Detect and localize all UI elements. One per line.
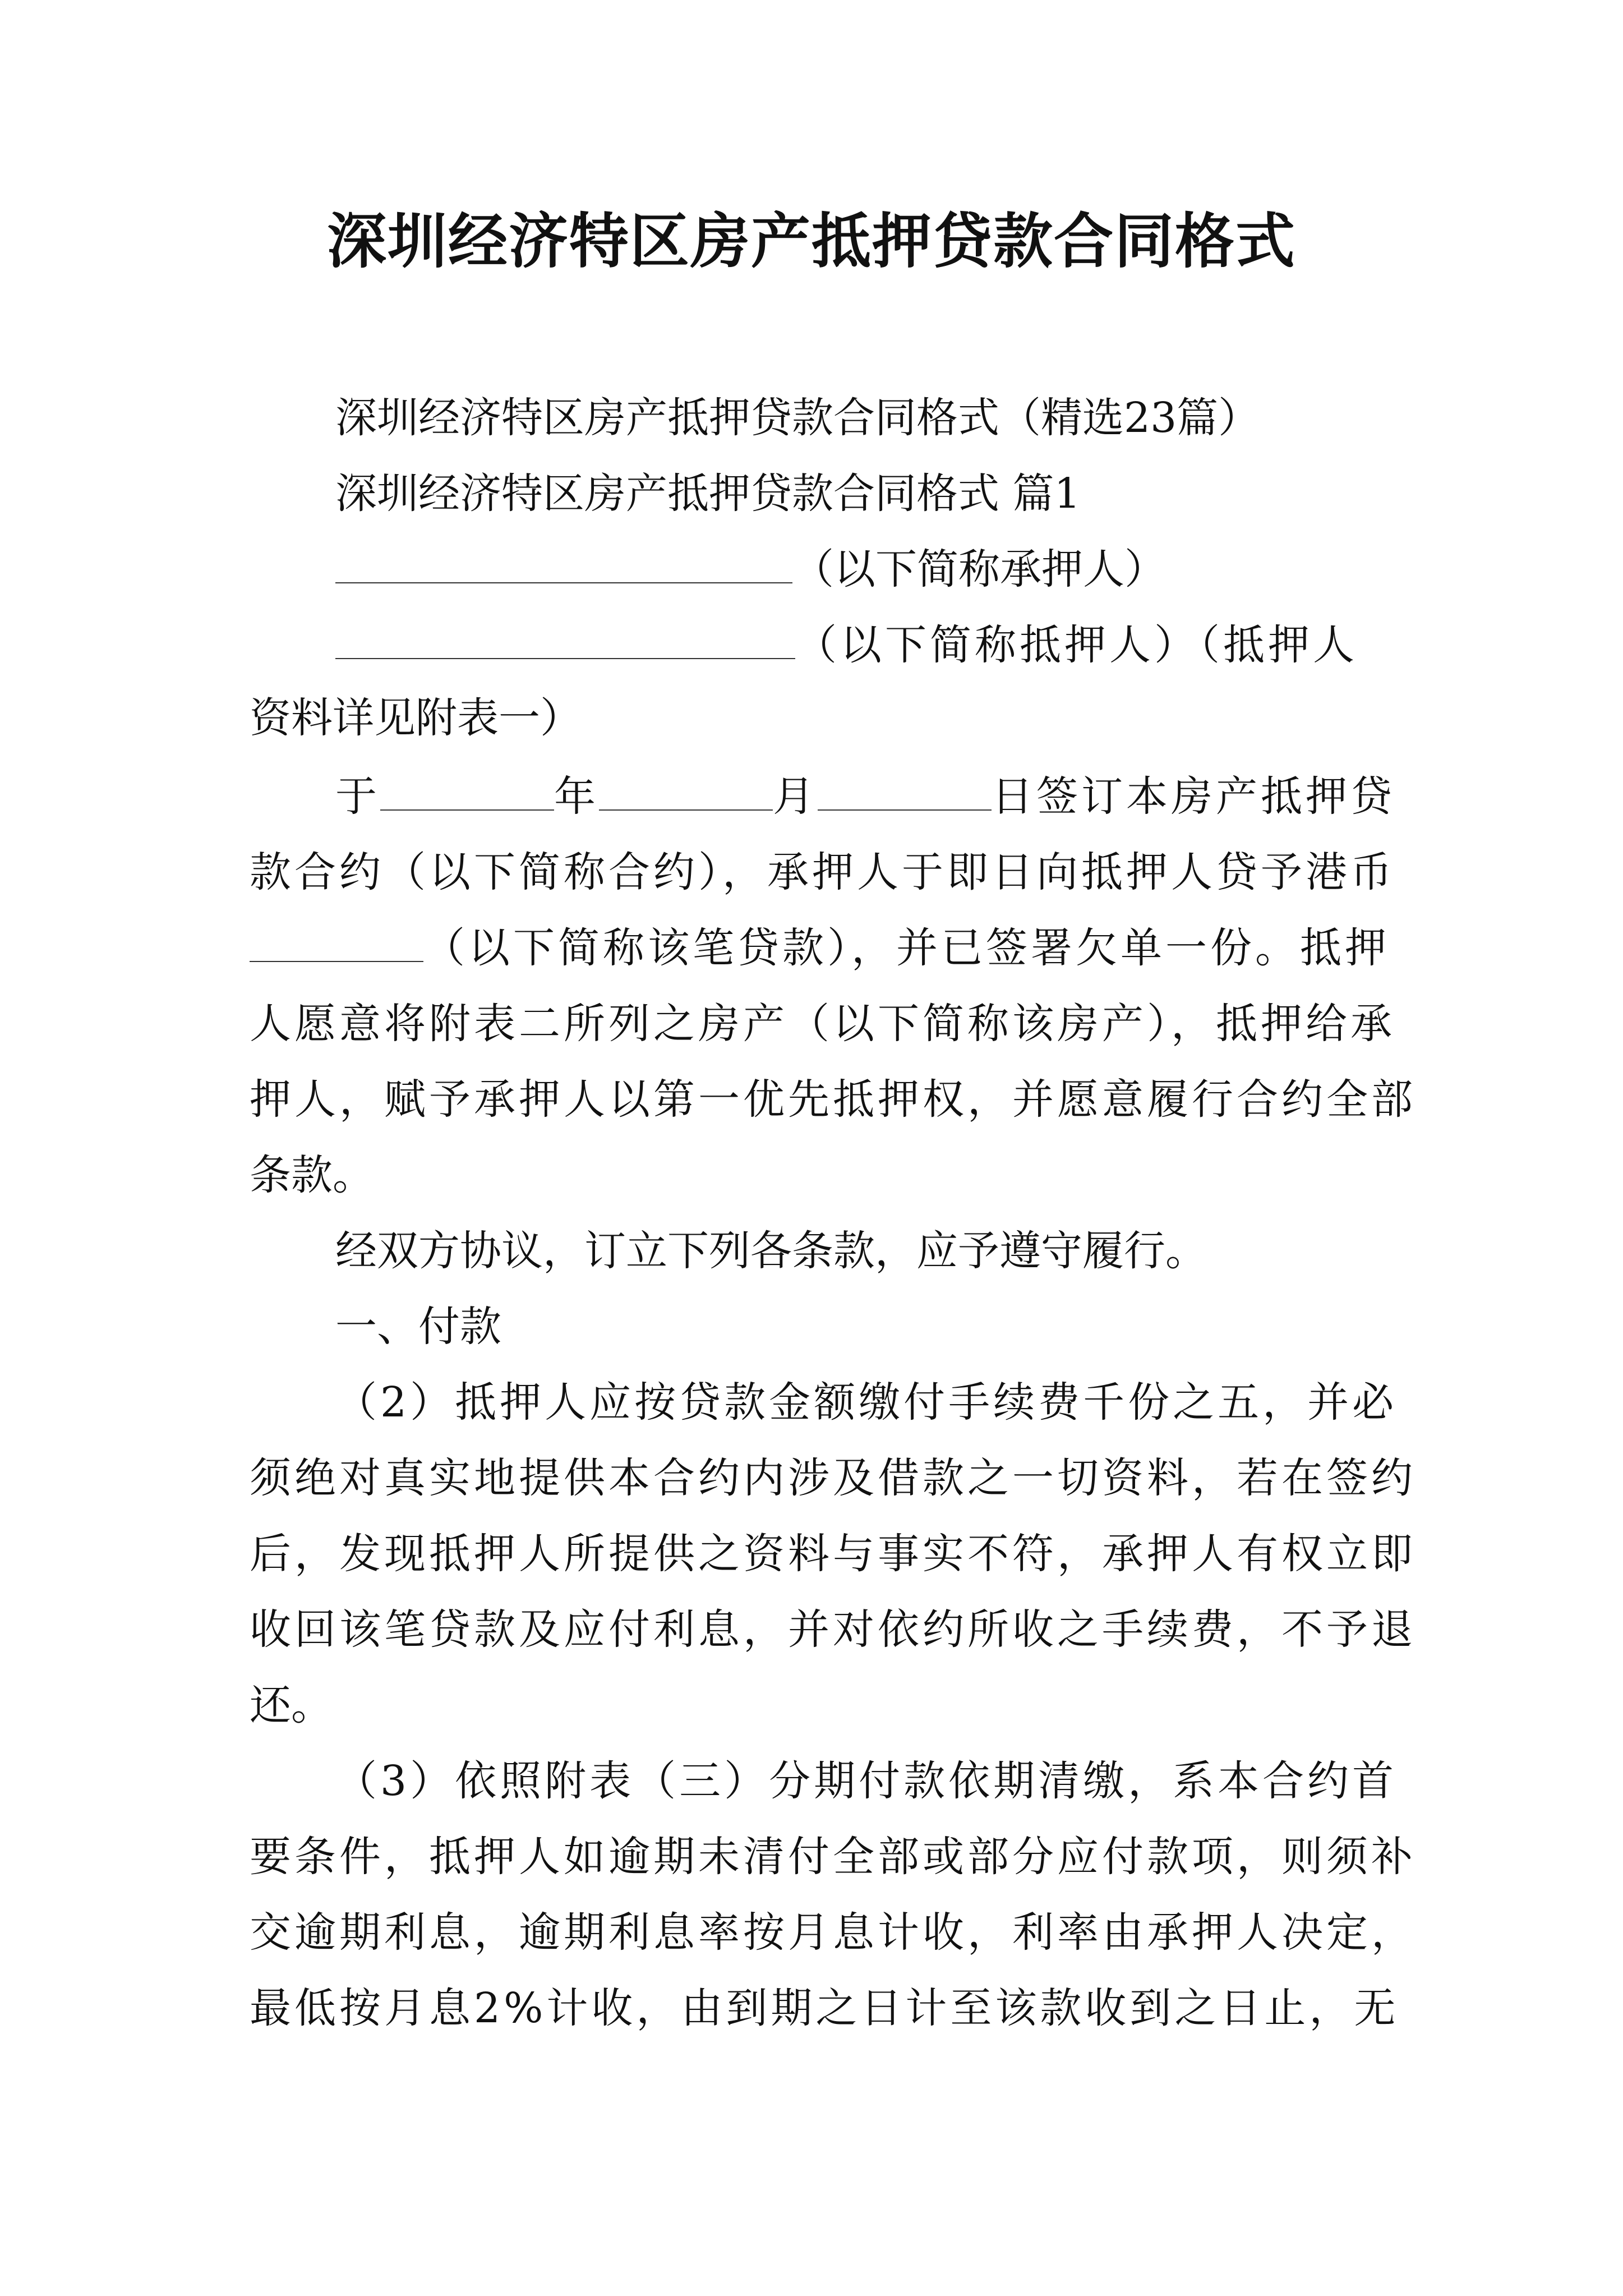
party-mortgagor-line	[335, 617, 1358, 673]
paragraph-line: 款合约（以下简称合约），承押人于即日向抵押人贷予港币	[250, 848, 1395, 896]
paragraph-line: 押人，赋予承押人以第一优先抵押权，并愿意履行合约全部	[250, 1075, 1416, 1124]
clause-2-line: 还。	[250, 1681, 333, 1729]
date-suffix: 日签订本房产抵押贷	[992, 772, 1395, 821]
section-heading: 深圳经济特区房产抵押贷款合同格式 篇1	[335, 470, 1081, 518]
month-blank[interactable]	[599, 772, 773, 811]
section-one-heading: 一、付款	[335, 1303, 501, 1351]
document-subtitle: 深圳经济特区房产抵押贷款合同格式（精选23篇）	[335, 394, 1260, 442]
agreement-line: 经双方协议，订立下列各条款，应予遵守履行。	[335, 1227, 1207, 1275]
name-blank[interactable]	[335, 621, 795, 659]
clause-2-line: 收回该笔贷款及应付利息，并对依约所收之手续费，不予退	[250, 1605, 1416, 1654]
clause-2-line: 须绝对真实地提供本合约内涉及借款之一切资料，若在签约	[250, 1454, 1416, 1502]
date-year-label: 年	[554, 772, 599, 821]
party-mortgagee-label: （以下简称承押人）	[792, 545, 1166, 593]
clause-2-line: 后，发现抵押人所提供之资料与事实不符，承押人有权立即	[250, 1530, 1416, 1578]
clause-3-line: 交逾期利息，逾期利息率按月息计收，利率由承押人决定，	[250, 1908, 1416, 1957]
amount-blank[interactable]	[250, 924, 423, 962]
paragraph-line: 人愿意将附表二所列之房产（以下简称该房产），抵押给承	[250, 1000, 1395, 1048]
party-mortgagor-label: （以下简称抵押人）（抵押人	[795, 621, 1358, 669]
date-month-label: 月	[773, 772, 818, 821]
clause-3-line: 要条件，抵押人如逾期未清付全部或部分应付款项，则须补	[250, 1833, 1416, 1881]
clause-2-line: （2）抵押人应按贷款金额缴付手续费千份之五，并必	[335, 1378, 1398, 1427]
party-mortgagor-cont: 资料详见附表一）	[250, 694, 582, 742]
clause-3-line: 最低按月息2%计收，由到期之日计至该款收到之日止，无	[250, 1984, 1399, 2032]
year-blank[interactable]	[380, 772, 554, 811]
name-blank[interactable]	[335, 545, 792, 583]
paragraph-line: 条款。	[250, 1151, 374, 1199]
document-title: 深圳经济特区房产抵押贷款合同格式	[327, 206, 1296, 276]
signing-date-line	[335, 769, 1395, 825]
party-mortgagee-line	[335, 541, 1166, 597]
clause-3-line: （3）依照附表（三）分期付款依期清缴，系本合约首	[335, 1757, 1398, 1805]
day-blank[interactable]	[818, 772, 992, 811]
paragraph-line: （以下简称该笔贷款），并已签署欠单一份。抵押	[250, 920, 1390, 976]
date-prefix: 于	[335, 772, 380, 821]
